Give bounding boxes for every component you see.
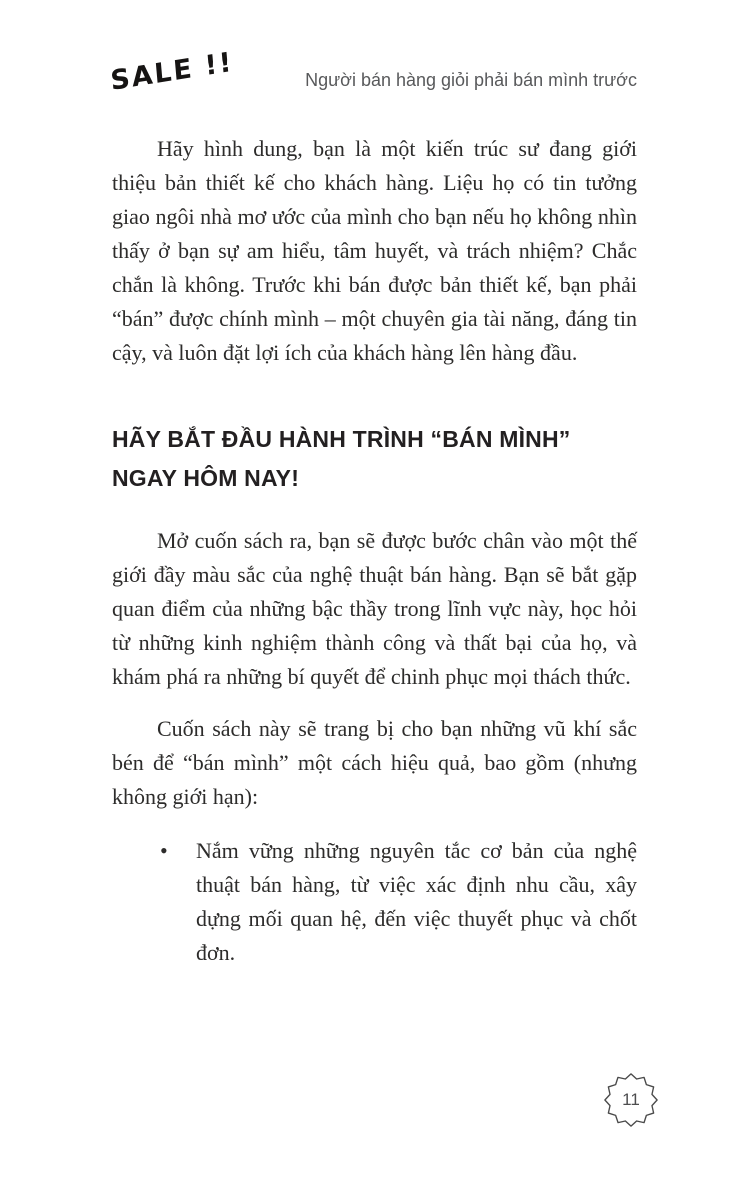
body-column xyxy=(112,132,637,970)
bullet-icon: • xyxy=(160,838,168,863)
paragraph-open-book: Mở cuốn sách ra, bạn sẽ được bước chân vào một thế giới đầy màu sắc của nghệ thuật bán hàng. Bạn sẽ bắt gặp quan điểm của những bậc thầy trong lĩnh vực này, học hỏi từ những kinh nghiệm thành công và thất bại của họ, và khám phá ra những bí quyết để chinh phục mọi thách thức. xyxy=(112,528,637,689)
list-item xyxy=(112,834,637,970)
list-item-text: Nắm vững những nguyên tắc cơ bản của nghệ thuật bán hàng, từ việc xác định nhu cầu, xây dựng mối quan hệ, đến việc thuyết phục và chốt đơn. xyxy=(196,838,637,965)
paragraph-intro: Hãy hình dung, bạn là một kiến trúc sư đang giới thiệu bản thiết kế cho khách hàng. Liệu họ có tin tưởng giao ngôi nhà mơ ước của mình cho bạn nếu họ không nhìn thấy ở bạn sự am hiểu, tâm huyết, và trách nhiệm? Chắc chắn là không. Trước khi bán được bản thiết kế, bạn phải “bán” được chính mình – một chuyên gia tài năng, đáng tin cậy, và luôn đặt lợi ích của khách hàng lên hàng đầu. xyxy=(112,136,637,365)
paragraph-weapons: Cuốn sách này sẽ trang bị cho bạn những vũ khí sắc bén để “bán mình” một cách hiệu quả, bao gồm (nhưng không giới hạn): xyxy=(112,716,637,809)
sale-logo: SALE !! xyxy=(109,46,235,97)
bullet-list xyxy=(112,834,637,970)
page-number: 11 xyxy=(622,1090,640,1109)
section-heading: HÃY BẮT ĐẦU HÀNH TRÌNH “BÁN MÌNH” NGAY HÔM NAY! xyxy=(112,426,571,491)
page-number-badge xyxy=(602,1071,660,1129)
page-header xyxy=(109,46,637,102)
running-head: Người bán hàng giỏi phải bán mình trước xyxy=(305,70,637,90)
